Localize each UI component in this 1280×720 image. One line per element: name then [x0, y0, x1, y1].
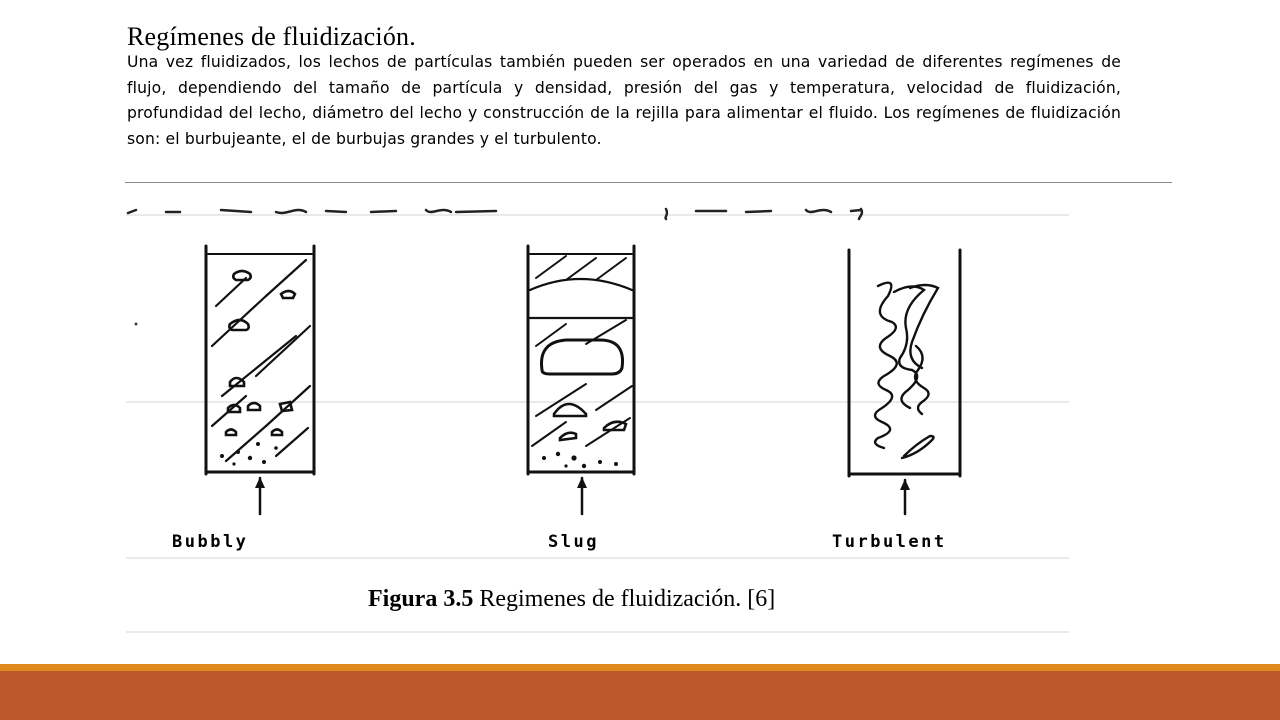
- slide-body-text: Una vez fluidizados, los lechos de partículas también pueden ser operados en una variedad de diferentes regímenes de flujo, dependiendo del tamaño de partícula y densidad, presión del gas y temperatura, velocidad de fluidización, profundidad del lecho, diámetro del lecho y construcción de la rejilla para alimentar el fluido. Los regímenes de fluidización son: el burbujeante, el de burbujas grandes y el turbulento.: [127, 53, 1121, 148]
- figure-caption-text: Regimenes de fluidización. [6]: [473, 586, 776, 612]
- fluidization-figure: [126, 196, 1069, 636]
- slug-column: [528, 246, 634, 514]
- figure-caption: [368, 586, 775, 613]
- separator-line: [125, 182, 1172, 183]
- label-turbulent: Turbulent: [832, 532, 947, 552]
- fluidization-diagram: [126, 196, 1069, 636]
- footer-bar: [0, 671, 1280, 720]
- label-bubbly: Bubbly: [172, 532, 249, 552]
- label-slug: Slug: [548, 532, 599, 552]
- slide-title: Regímenes de fluidización.: [127, 22, 416, 51]
- cropped-text-artifact: [128, 209, 862, 219]
- figure-caption-number: Figura 3.5: [368, 586, 474, 612]
- scan-dot: [135, 323, 138, 326]
- turbulent-column: [849, 250, 960, 514]
- bubbly-column: [206, 246, 314, 514]
- footer-accent-stripe: [0, 664, 1280, 671]
